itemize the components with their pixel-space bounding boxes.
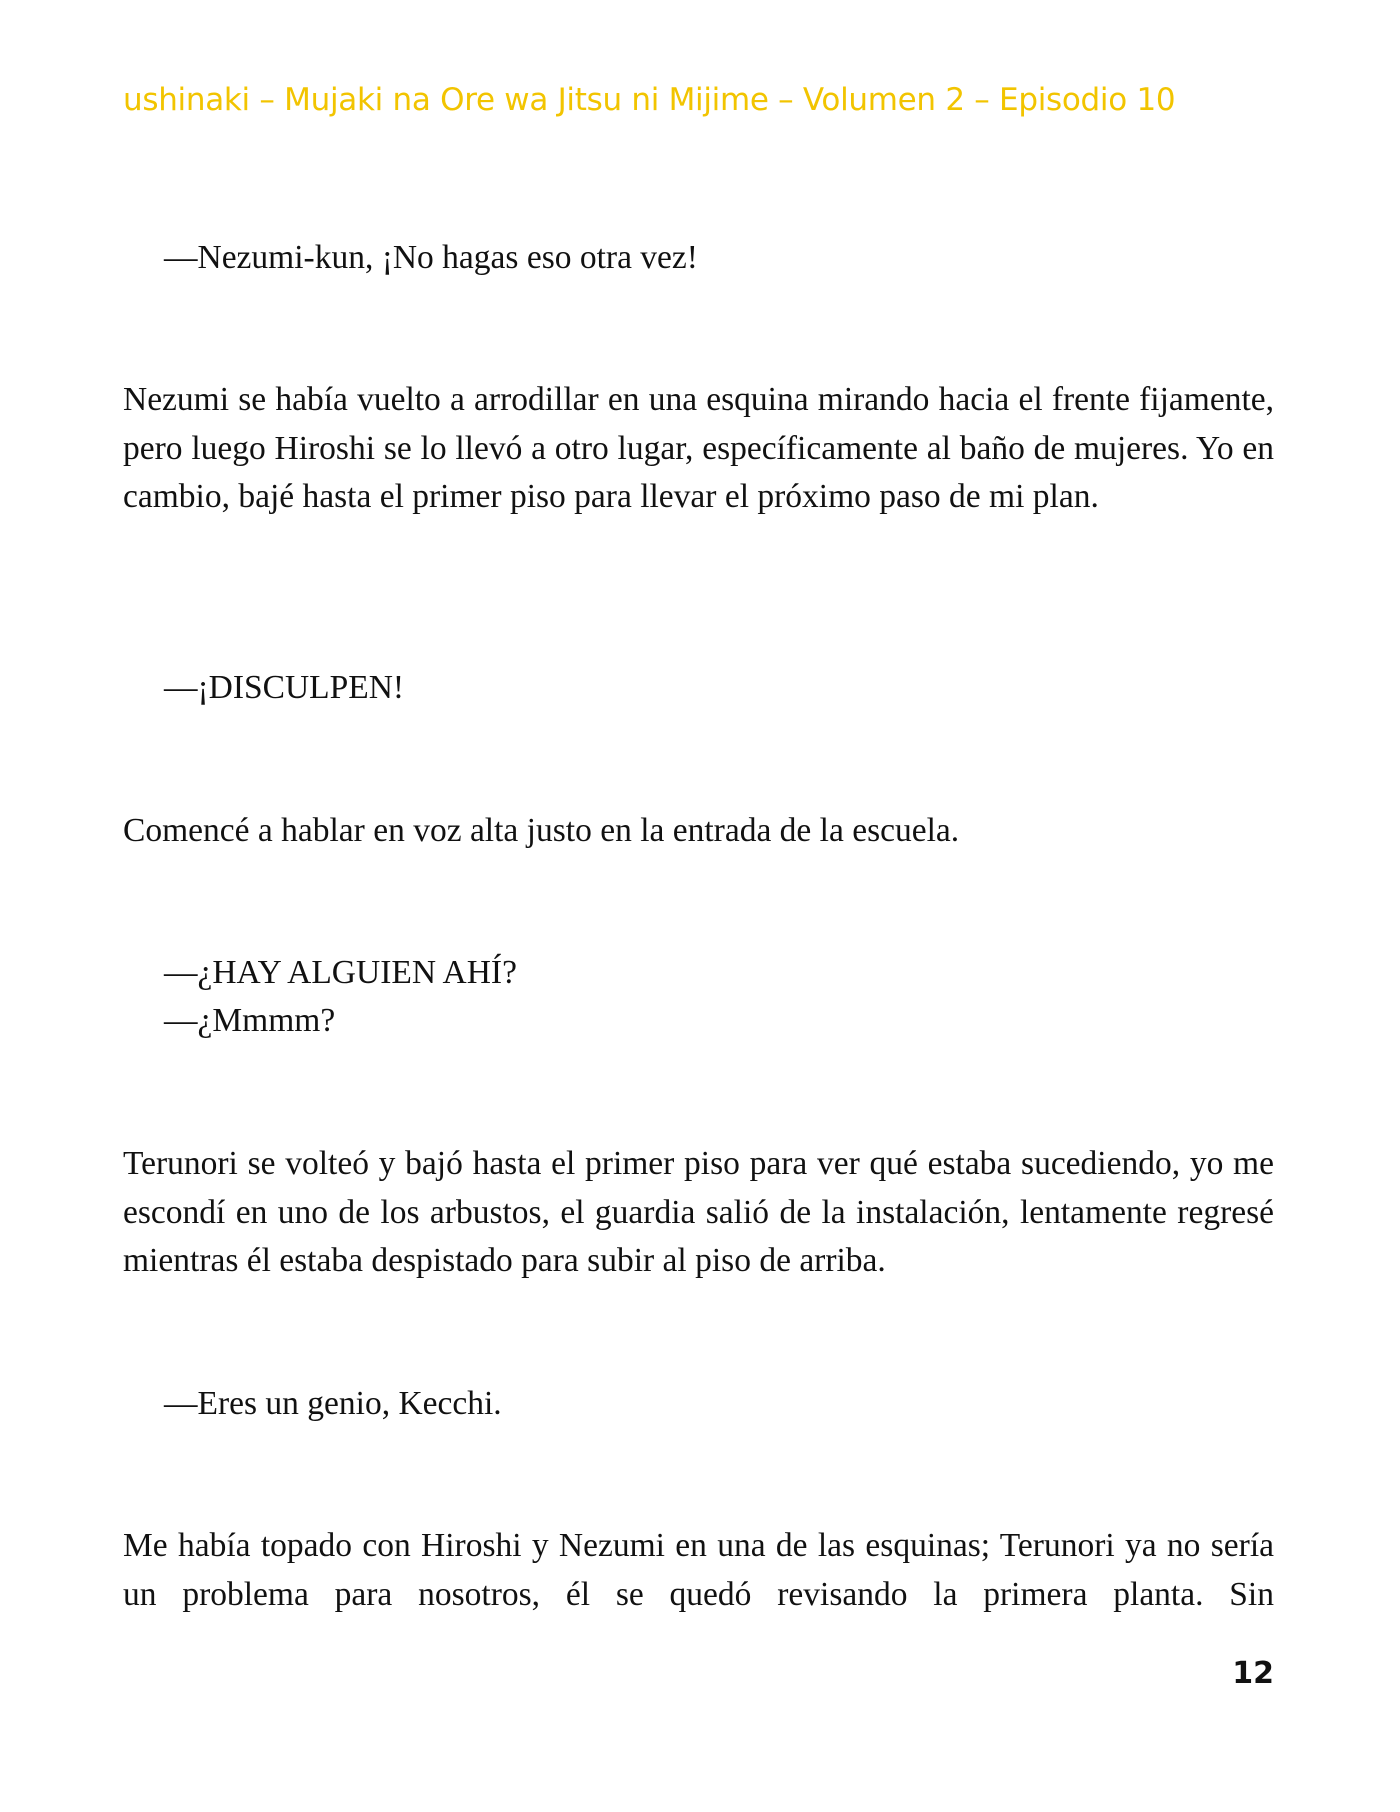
running-header: ushinaki – Mujaki na Ore wa Jitsu ni Mijime – Volumen 2 – Episodio 10 — [123, 82, 1176, 118]
body-paragraph: Me había topado con Hiroshi y Nezumi en una de las esquinas; Terunori ya no sería un problema para nosotros, él se quedó revisando la primera planta. Sin — [123, 1527, 1274, 1613]
body-paragraph: Comencé a hablar en voz alta justo en la entrada de la escuela. — [123, 812, 960, 849]
body-paragraph: Nezumi se había vuelto a arrodillar en una esquina mirando hacia el frente fijamente, pero luego Hiroshi se lo llevó a otro lugar, específicamente al baño de mujeres. Yo en cambio, bajé hasta el primer piso para llevar el próximo paso de mi plan. — [123, 381, 1274, 515]
dialogue-line: —¡DISCULPEN! — [164, 669, 405, 706]
body-paragraph: Terunori se volteó y bajó hasta el primer piso para ver qué estaba sucediendo, yo me escondí en uno de los arbustos, el guardia salió de la instalación, lentamente regresé mientras él estaba despistado para subir al piso de arriba. — [123, 1145, 1274, 1279]
dialogue-line: —¿Mmmm? — [164, 1002, 336, 1039]
dialogue-line: —¿HAY ALGUIEN AHÍ? — [164, 954, 517, 991]
page-number: 12 — [1232, 1656, 1274, 1691]
dialogue-line: —Eres un genio, Kecchi. — [164, 1385, 502, 1422]
dialogue-line: —Nezumi-kun, ¡No hagas eso otra vez! — [164, 239, 698, 276]
